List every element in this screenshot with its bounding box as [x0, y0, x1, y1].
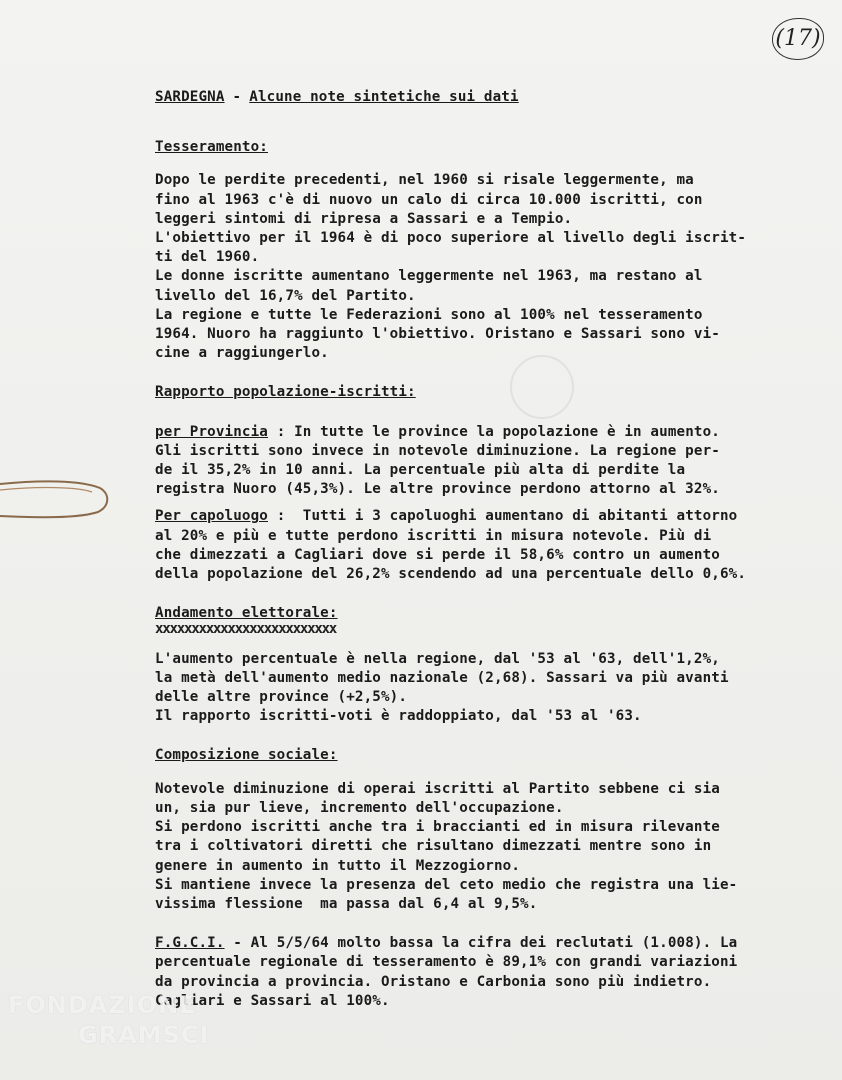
- text-line: Dopo le perdite precedenti, nel 1960 si risale leggermente, ma: [155, 172, 694, 189]
- label-provincia: per Provincia: [155, 423, 268, 440]
- overtyped-strikeout: xxxxxxxxxxxxxxxxxxxxxxxxx: [155, 621, 337, 638]
- text-line: fino al 1963 c'è di nuovo un calo di circa 10.000 iscritti, con: [155, 191, 703, 208]
- text-line: Si mantiene invece la presenza del ceto medio che registra una lie-: [155, 876, 738, 893]
- text-line: che dimezzati a Cagliari dove si perde il 58,6% contro un aumento: [155, 546, 720, 563]
- text-line: de il 35,2% in 10 anni. La percentuale più alta di perdite la: [155, 462, 686, 479]
- section-tesseramento: [155, 138, 835, 363]
- heading-composizione: Composizione sociale:: [155, 747, 338, 764]
- text-line: La regione e tutte le Federazioni sono al 100% nel tesseramento: [155, 306, 703, 323]
- text-line: vissima flessione ma passa dal 6,4 al 9,5%.: [155, 895, 538, 912]
- text-line: genere in aumento in tutto il Mezzogiorno.: [155, 857, 521, 874]
- typed-document: [155, 88, 835, 1031]
- text-line: un, sia pur lieve, incremento dell'occupazione.: [155, 799, 564, 816]
- document-title: [155, 88, 835, 107]
- title-subject: Alcune note sintetiche sui dati: [249, 89, 519, 105]
- section-rapporto: [155, 383, 835, 584]
- text-line: Per capoluogo : Tutti i 3 capoluoghi aumentano di abitanti attorno: [155, 508, 738, 525]
- text-line: livello del 16,7% del Partito.: [155, 287, 416, 304]
- text-line: L'aumento percentuale è nella regione, dal '53 al '63, dell'1,2%,: [155, 650, 720, 667]
- text-line: registra Nuoro (45,3%). Le altre province perdono attorno al 32%.: [155, 481, 720, 498]
- heading-andamento: Andamento elettorale:: [155, 605, 338, 622]
- title-region: SARDEGNA: [155, 89, 225, 105]
- text-line: per Provincia : In tutte le province la popolazione è in aumento.: [155, 423, 720, 440]
- text-line: Il rapporto iscritti-voti è raddoppiato, dal '53 al '63.: [155, 708, 642, 725]
- text-line: leggeri sintomi di ripresa a Sassari e a Tempio.: [155, 210, 573, 227]
- text-line: della popolazione del 26,2% scendendo ad una percentuale dello 0,6%.: [155, 566, 747, 583]
- text-line: Le donne iscritte aumentano leggermente nel 1963, ma restano al: [155, 268, 703, 285]
- label-fgci: F.G.C.I.: [155, 935, 225, 952]
- section-fgci: [155, 934, 835, 1011]
- text-line: da provincia a provincia. Oristano e Carbonia sono più indietro.: [155, 973, 712, 990]
- text-line: 1964. Nuoro ha raggiunto l'obiettivo. Oristano e Sassari sono vi-: [155, 326, 720, 343]
- section-composizione: [155, 746, 835, 914]
- section-andamento: [155, 604, 835, 726]
- watermark-line-2: GRAMSCI: [78, 1021, 210, 1049]
- text-line: la metà dell'aumento medio nazionale (2,68). Sassari va più avanti: [155, 669, 729, 686]
- label-capoluogo: Per capoluogo: [155, 508, 268, 525]
- paper-clip-mark: [0, 478, 110, 522]
- text-line: Cagliari e Sassari al 100%.: [155, 992, 390, 1009]
- heading-tesseramento: Tesseramento:: [155, 139, 268, 156]
- text-line: Notevole diminuzione di operai iscritti al Partito sebbene ci sia: [155, 780, 720, 797]
- text-line: al 20% e più e tutte perdono iscritti in misura notevole. Più di: [155, 527, 712, 544]
- text-line: L'obiettivo per il 1964 è di poco superiore al livello degli iscrit-: [155, 230, 747, 247]
- watermark-line-1: FONDAZIONE: [8, 991, 197, 1019]
- text-line: delle altre province (+2,5%).: [155, 689, 408, 706]
- title-dash: -: [232, 89, 242, 105]
- text-line: ti del 1960.: [155, 249, 260, 266]
- page-number: (17): [772, 18, 824, 60]
- text-line: Si perdono iscritti anche tra i braccianti ed in misura rilevante: [155, 819, 720, 836]
- text-line: F.G.C.I. - Al 5/5/64 molto bassa la cifra dei reclutati (1.008). La: [155, 935, 738, 952]
- text-line: percentuale regionale di tesseramento è 89,1% con grandi variazioni: [155, 954, 738, 971]
- text-line: cine a raggiungerlo.: [155, 345, 329, 362]
- text-line: tra i coltivatori diretti che risultano dimezzati mentre sono in: [155, 838, 712, 855]
- archive-watermark: [8, 990, 218, 1050]
- text-line: Gli iscritti sono invece in notevole diminuzione. La regione per-: [155, 442, 720, 459]
- heading-rapporto: Rapporto popolazione-iscritti:: [155, 384, 416, 401]
